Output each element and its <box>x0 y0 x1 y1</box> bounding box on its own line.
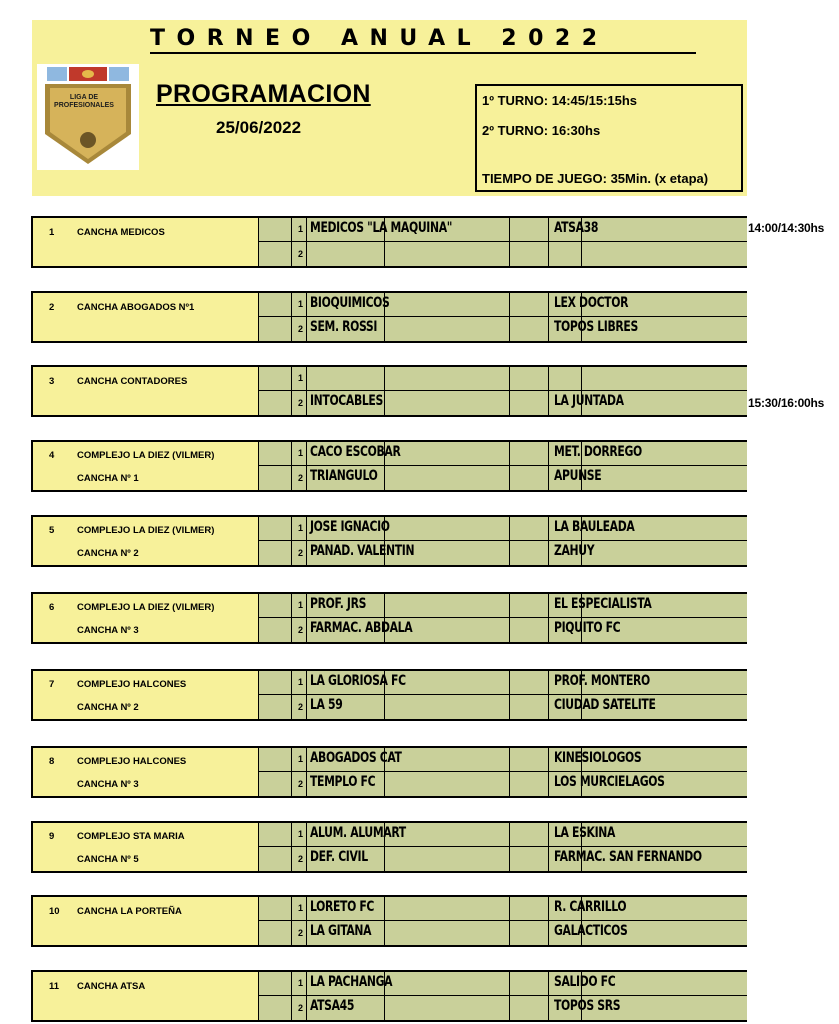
match-number: 2 <box>49 302 55 313</box>
turn-1-label: 1 <box>297 903 303 913</box>
match-grid <box>258 671 747 719</box>
match-block <box>31 895 747 947</box>
away-team-turn-2: ZAHUY <box>554 543 595 559</box>
venue-name: COMPLEJO LA DIEZ (VILMER) <box>77 450 215 461</box>
match-number: 4 <box>49 450 55 461</box>
away-team-turn-1: LA ESKINA <box>554 825 616 841</box>
home-team-turn-2: LA 59 <box>310 697 343 713</box>
match-grid <box>258 442 747 490</box>
away-team-turn-1: MET. DORREGO <box>554 444 642 460</box>
turn-2-label: 2 <box>297 779 303 789</box>
venue-name: COMPLEJO LA DIEZ (VILMER) <box>77 525 215 536</box>
venue-name: CANCHA LA PORTEÑA <box>77 906 182 917</box>
away-team-turn-2: CIUDAD SATELITE <box>554 697 656 713</box>
logo-text: LIGA DE PROFESIONALES <box>54 94 114 109</box>
turn-2-label: 2 <box>297 548 303 558</box>
match-grid <box>258 748 747 796</box>
match-number: 9 <box>49 831 55 842</box>
away-team-turn-2: FARMAC. SAN FERNANDO <box>554 849 702 865</box>
match-grid <box>258 972 747 1020</box>
turn-1-label: 1 <box>297 754 303 764</box>
turn-2-label: 2 <box>297 398 303 408</box>
away-team-turn-1: R. CARRILLO <box>554 899 627 915</box>
home-team-turn-1: BIOQUIMICOS <box>310 295 390 311</box>
header-panel <box>32 20 747 196</box>
turn-1-label: 1 <box>297 677 303 687</box>
home-team-turn-1: LA GLORIOSA FC <box>310 673 406 689</box>
home-team-turn-1: CACO ESCOBAR <box>310 444 401 460</box>
match-grid <box>258 517 747 565</box>
turno-2: 2º TURNO: 16:30hs <box>482 123 601 138</box>
turn-1-label: 1 <box>297 600 303 610</box>
schedule-box <box>475 84 743 192</box>
match-grid <box>258 293 747 341</box>
turn-1-label: 1 <box>297 224 303 234</box>
match-block <box>31 365 747 417</box>
away-team-turn-2: LOS MURCIELAGOS <box>554 774 665 790</box>
home-team-turn-2: TEMPLO FC <box>310 774 376 790</box>
away-team-turn-1: EL ESPECIALISTA <box>554 596 652 612</box>
turn-1-label: 1 <box>297 829 303 839</box>
home-team-turn-2: INTOCABLES <box>310 393 383 409</box>
away-team-turn-2: GALACTICOS <box>554 923 628 939</box>
turn-1-label: 1 <box>297 448 303 458</box>
venue-name: COMPLEJO STA MARIA <box>77 831 185 842</box>
turn-1-label: 1 <box>297 978 303 988</box>
match-number: 10 <box>49 906 60 917</box>
home-team-turn-1: MEDICOS "LA MAQUINA" <box>310 220 453 236</box>
turn-2-label: 2 <box>297 854 303 864</box>
match-block <box>31 291 747 343</box>
away-team-turn-1: PROF. MONTERO <box>554 673 650 689</box>
away-team-turn-1: KINESIOLOGOS <box>554 750 642 766</box>
home-team-turn-1: ALUM. ALUMART <box>310 825 406 841</box>
turn-1-label: 1 <box>297 299 303 309</box>
match-number: 7 <box>49 679 55 690</box>
match-grid <box>258 594 747 642</box>
turno-1: 1º TURNO: 14:45/15:15hs <box>482 93 638 108</box>
home-team-turn-1: LORETO FC <box>310 899 375 915</box>
venue-court: CANCHA Nº 3 <box>77 625 139 636</box>
match-block <box>31 970 747 1022</box>
home-team-turn-1: ABOGADOS CAT <box>310 750 402 766</box>
turn-2-label: 2 <box>297 702 303 712</box>
turn-2-label: 2 <box>297 625 303 635</box>
match-block <box>31 515 747 567</box>
home-team-turn-2: TRIANGULO <box>310 468 378 484</box>
turn-2-label: 2 <box>297 1003 303 1013</box>
venue-court: CANCHA Nº 2 <box>77 702 139 713</box>
away-team-turn-2: LA JUNTADA <box>554 393 624 409</box>
programacion-title: PROGRAMACION <box>156 80 371 108</box>
side-time-medicos: 14:00/14:30hs <box>748 221 825 235</box>
venue-name: COMPLEJO HALCONES <box>77 679 187 690</box>
match-block <box>31 669 747 721</box>
side-time-contadores: 15:30/16:00hs <box>748 396 825 410</box>
home-team-turn-2: FARMAC. ABDALA <box>310 620 413 636</box>
match-grid <box>258 367 747 415</box>
venue-court: CANCHA Nº 1 <box>77 473 139 484</box>
away-team-turn-2: TOPOS SRS <box>554 998 621 1014</box>
match-block <box>31 440 747 492</box>
match-number: 1 <box>49 227 55 238</box>
home-team-turn-2: PANAD. VALENTIN <box>310 543 415 559</box>
turn-2-label: 2 <box>297 324 303 334</box>
match-number: 5 <box>49 525 55 536</box>
programacion-date: 25/06/2022 <box>216 118 302 137</box>
league-logo-icon <box>37 64 139 170</box>
away-team-turn-1: SALIDO FC <box>554 974 616 990</box>
turn-1-label: 1 <box>297 523 303 533</box>
match-number: 6 <box>49 602 55 613</box>
away-team-turn-1: LA BAULEADA <box>554 519 635 535</box>
venue-court: CANCHA Nº 5 <box>77 854 139 865</box>
away-team-turn-1: ATSA38 <box>554 220 599 236</box>
match-number: 11 <box>49 981 60 992</box>
match-grid <box>258 823 747 871</box>
away-team-turn-2: APUNSE <box>554 468 602 484</box>
turn-2-label: 2 <box>297 249 303 259</box>
match-block <box>31 216 747 268</box>
home-team-turn-1: JOSE IGNACIO <box>310 519 390 535</box>
venue-court: CANCHA Nº 2 <box>77 548 139 559</box>
home-team-turn-1: PROF. JRS <box>310 596 367 612</box>
venue-name: COMPLEJO LA DIEZ (VILMER) <box>77 602 215 613</box>
venue-name: COMPLEJO HALCONES <box>77 756 187 767</box>
venue-court: CANCHA Nº 3 <box>77 779 139 790</box>
away-team-turn-1: LEX DOCTOR <box>554 295 629 311</box>
turn-2-label: 2 <box>297 473 303 483</box>
home-team-turn-2: LA GITANA <box>310 923 372 939</box>
home-team-turn-2: ATSA45 <box>310 998 355 1014</box>
match-number: 3 <box>49 376 55 387</box>
away-team-turn-2: TOPOS LIBRES <box>554 319 638 335</box>
tiempo-juego: TIEMPO DE JUEGO: 35Min. (x etapa) <box>482 171 709 186</box>
turn-2-label: 2 <box>297 928 303 938</box>
match-block <box>31 746 747 798</box>
tournament-title: TORNEO ANUAL 2022 <box>150 26 696 54</box>
match-block <box>31 592 747 644</box>
home-team-turn-2: DEF. CIVIL <box>310 849 368 865</box>
away-team-turn-2: PIQUITO FC <box>554 620 621 636</box>
venue-name: CANCHA ATSA <box>77 981 146 992</box>
venue-name: CANCHA ABOGADOS Nº1 <box>77 302 195 313</box>
turn-1-label: 1 <box>297 373 303 383</box>
venue-name: CANCHA CONTADORES <box>77 376 188 387</box>
home-team-turn-1: LA PACHANGA <box>310 974 393 990</box>
home-team-turn-2: SEM. ROSSI <box>310 319 378 335</box>
venue-name: CANCHA MEDICOS <box>77 227 165 238</box>
match-number: 8 <box>49 756 55 767</box>
match-grid <box>258 897 747 945</box>
match-block <box>31 821 747 873</box>
match-grid <box>258 218 747 266</box>
